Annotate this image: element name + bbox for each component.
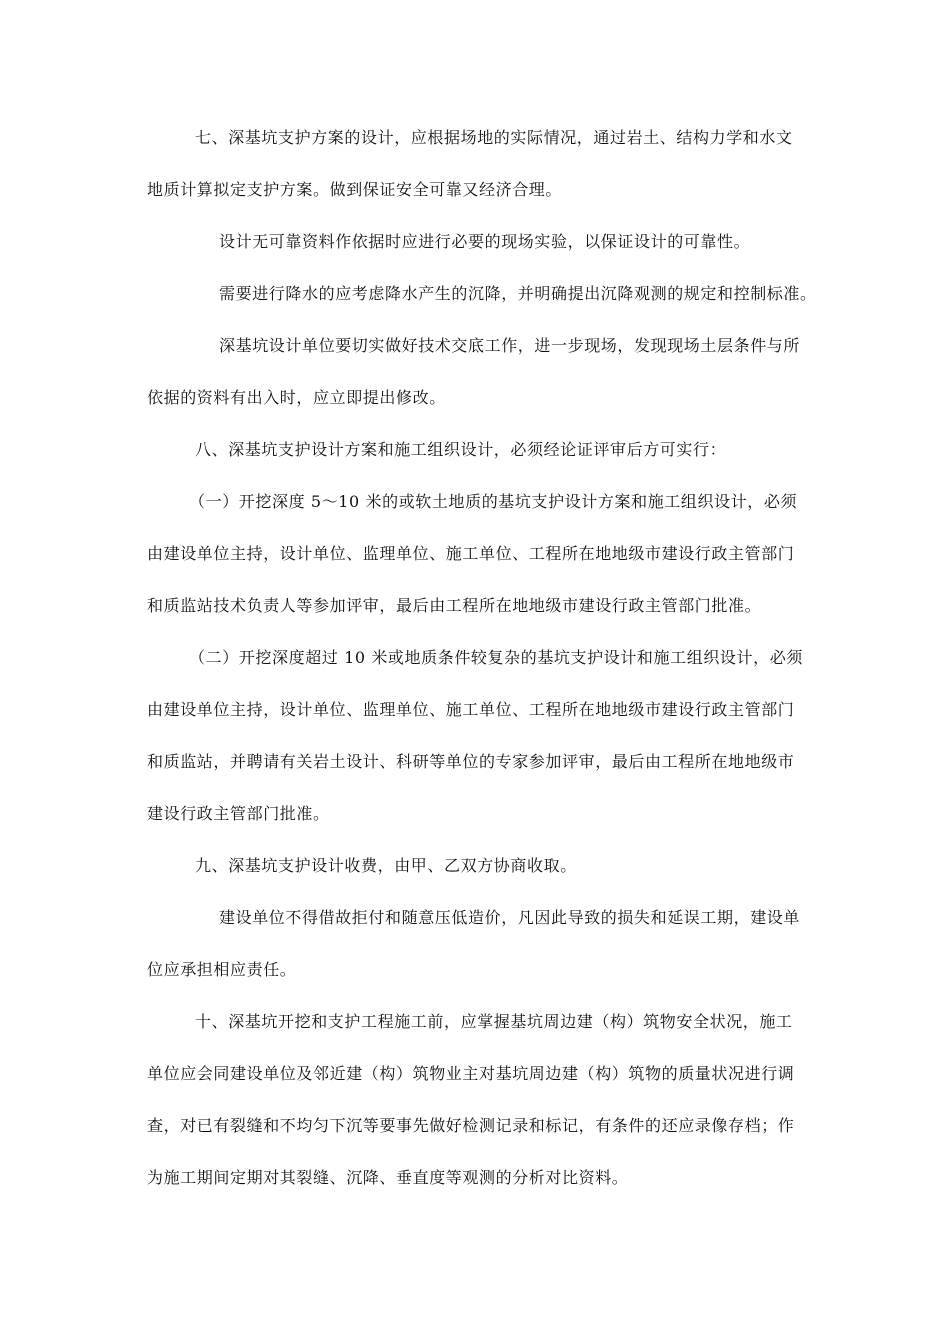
paragraph-8-item-2-line-2: 由建设单位主持，设计单位、监理单位、施工单位、工程所在地地级市建设行政主管部门 — [147, 700, 795, 719]
paragraph-8-item-1-line-2: 由建设单位主持，设计单位、监理单位、施工单位、工程所在地地级市建设行政主管部门 — [147, 544, 795, 563]
paragraph-8-item-2-line-1: （二）开挖深度超过 10 米或地质条件较复杂的基坑支护设计和施工组织设计，必须 — [189, 648, 803, 667]
paragraph-9-note-line-1: 建设单位不得借故拒付和随意压低造价，凡因此导致的损失和延误工期，建设单 — [219, 908, 801, 927]
paragraph-10-line-2: 单位应会同建设单位及邻近建（构）筑物业主对基坑周边建（构）筑物的质量状况进行调 — [147, 1064, 795, 1083]
paragraph-7-note-2: 需要进行降水的应考虑降水产生的沉降，并明确提出沉降观测的规定和控制标准。 — [219, 284, 817, 303]
paragraph-8-item-2-line-4: 建设行政主管部门批准。 — [147, 804, 330, 823]
paragraph-7-line-1: 七、深基坑支护方案的设计，应根据场地的实际情况，通过岩土、结构力学和水文 — [195, 128, 793, 147]
paragraph-7-note-3-line-2: 依据的资料有出入时，应立即提出修改。 — [147, 388, 446, 407]
paragraph-9-note-line-2: 位应承担相应责任。 — [147, 960, 297, 979]
paragraph-8-item-2-line-3: 和质监站，并聘请有关岩土设计、科研等单位的专家参加评审，最后由工程所在地地级市 — [147, 752, 795, 771]
paragraph-10-line-1: 十、深基坑开挖和支护工程施工前，应掌握基坑周边建（构）筑物安全状况，施工 — [195, 1012, 793, 1031]
paragraph-10-line-4: 为施工期间定期对其裂缝、沉降、垂直度等观测的分析对比资料。 — [147, 1168, 629, 1187]
paragraph-10-line-3: 查，对已有裂缝和不均匀下沉等要事先做好检测记录和标记，有条件的还应录像存档；作 — [147, 1116, 795, 1135]
paragraph-7-note-3-line-1: 深基坑设计单位要切实做好技术交底工作，进一步现场，发现现场土层条件与所 — [219, 336, 801, 355]
paragraph-8-item-1-line-3: 和质监站技术负责人等参加评审，最后由工程所在地地级市建设行政主管部门批准。 — [147, 596, 762, 615]
paragraph-7-note-1: 设计无可靠资料作依据时应进行必要的现场实验，以保证设计的可靠性。 — [219, 232, 751, 251]
paragraph-7-line-2: 地质计算拟定支护方案。做到保证安全可靠又经济合理。 — [147, 180, 563, 199]
paragraph-9-heading: 九、深基坑支护设计收费，由甲、乙双方协商收取。 — [195, 856, 577, 875]
paragraph-8-item-1-line-1: （一）开挖深度 5～10 米的或软土地质的基坑支护设计方案和施工组织设计，必须 — [189, 492, 798, 511]
paragraph-8-heading: 八、深基坑支护设计方案和施工组织设计，必须经论证评审后方可实行： — [195, 440, 727, 459]
